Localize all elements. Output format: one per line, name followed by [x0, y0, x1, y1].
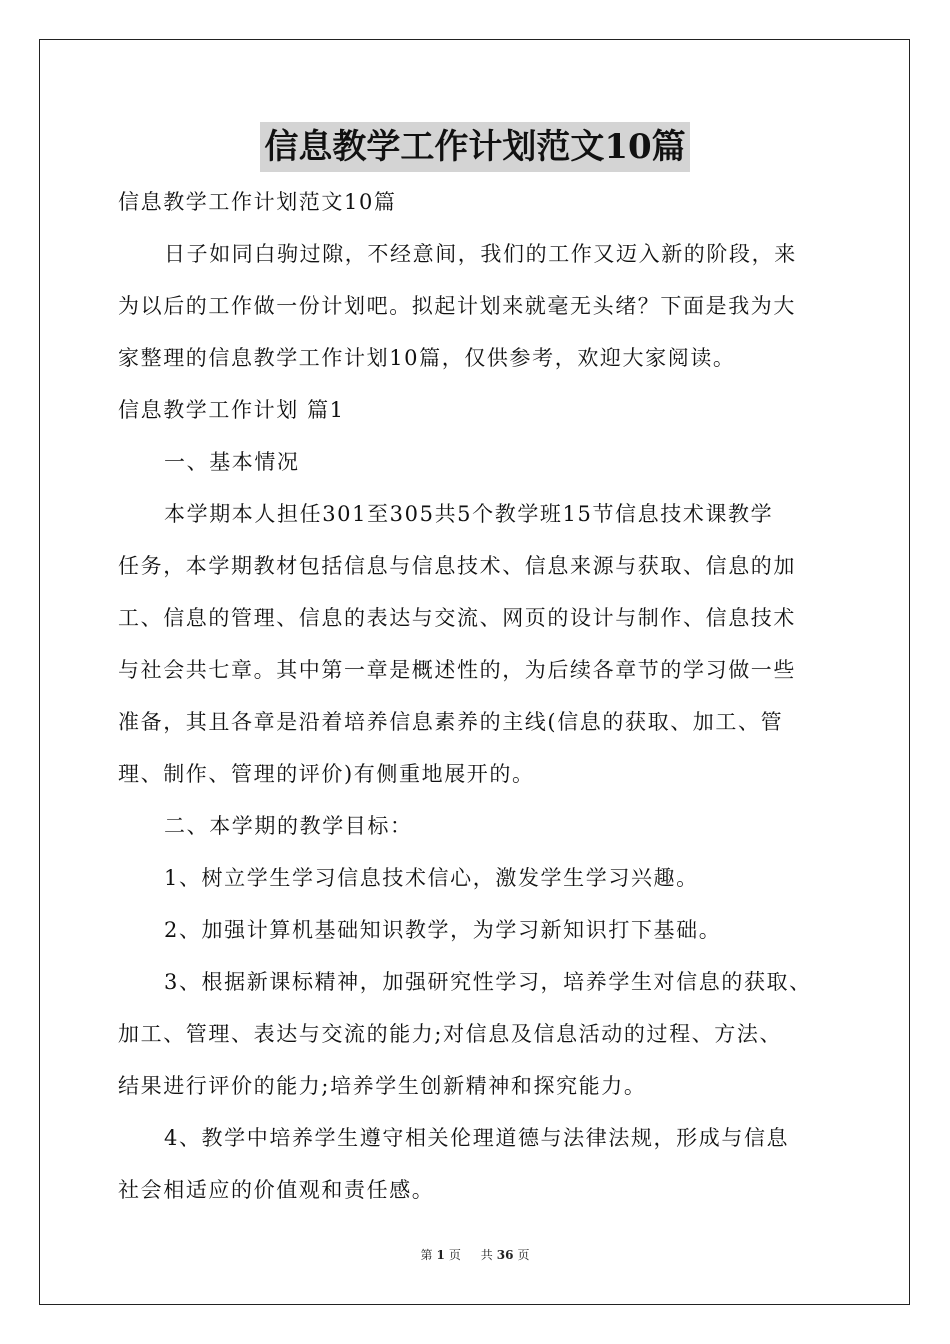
- text-line: 日子如同白驹过隙，不经意间，我们的工作又迈入新的阶段，来: [164, 242, 797, 266]
- page-footer: [0, 1246, 950, 1263]
- total-suffix: 页: [517, 1248, 530, 1262]
- list-item: 4、教学中培养学生遵守相关伦理道德与法律法规，形成与信息: [164, 1126, 790, 1150]
- text-line: 加工、管理、表达与交流的能力;对信息及信息活动的过程、方法、: [118, 1022, 783, 1046]
- title-container: [0, 122, 950, 172]
- text-line: 工、信息的管理、信息的表达与交流、网页的设计与制作、信息技术: [118, 606, 796, 630]
- text-line: 家整理的信息教学工作计划10篇，仅供参考，欢迎大家阅读。: [118, 346, 736, 370]
- subheading: 二、本学期的教学目标：: [164, 814, 413, 838]
- document-title: 信息教学工作计划范文10篇: [260, 122, 689, 172]
- page-indicator: [417, 1248, 465, 1262]
- total-pages-indicator: [477, 1248, 534, 1262]
- list-item: 1、树立学生学习信息技术信心，激发学生学习兴趣。: [164, 866, 699, 890]
- document-body: [118, 176, 836, 1216]
- subheading: 一、基本情况: [164, 450, 300, 474]
- list-item: 2、加强计算机基础知识教学，为学习新知识打下基础。: [164, 918, 722, 942]
- page-number: 1: [436, 1248, 445, 1262]
- text-line: 为以后的工作做一份计划吧。拟起计划来就毫无头绪？下面是我为大: [118, 294, 796, 318]
- text-line: 信息教学工作计划范文10篇: [118, 190, 397, 214]
- text-line: 结果进行评价的能力;培养学生创新精神和探究能力。: [118, 1074, 647, 1098]
- page-suffix: 页: [448, 1248, 461, 1262]
- page-prefix: 第: [420, 1248, 433, 1262]
- total-prefix: 共: [480, 1248, 493, 1262]
- section-heading: 信息教学工作计划 篇1: [118, 398, 345, 422]
- text-line: 社会相适应的价值观和责任感。: [118, 1178, 435, 1202]
- text-line: 准备，其且各章是沿着培养信息素养的主线(信息的获取、加工、管: [118, 710, 784, 734]
- text-line: 本学期本人担任301至305共5个教学班15节信息技术课教学: [164, 502, 774, 526]
- total-pages: 36: [496, 1248, 514, 1262]
- text-line: 任务，本学期教材包括信息与信息技术、信息来源与获取、信息的加: [118, 554, 796, 578]
- text-line: 与社会共七章。其中第一章是概述性的，为后续各章节的学习做一些: [118, 658, 796, 682]
- text-line: 理、制作、管理的评价)有侧重地展开的。: [118, 762, 535, 786]
- list-item: 3、根据新课标精神，加强研究性学习，培养学生对信息的获取、: [164, 970, 812, 994]
